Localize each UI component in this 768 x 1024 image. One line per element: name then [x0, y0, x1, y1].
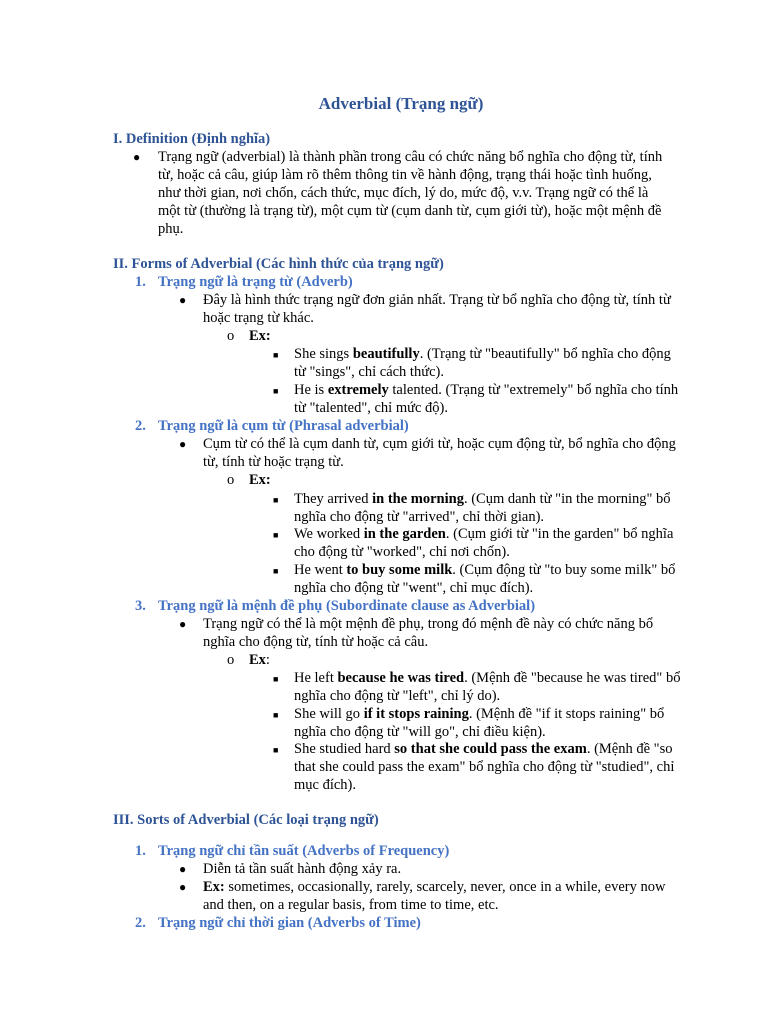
form-1-heading — [135, 273, 353, 291]
sort-1-heading — [135, 842, 449, 860]
form-3-heading — [135, 597, 535, 615]
bullet-icon: ● — [179, 293, 187, 307]
sort-1-examples — [179, 878, 678, 914]
form-2-ex-label — [227, 471, 271, 489]
bullet-icon: ● — [179, 862, 187, 876]
square-bullet-icon: ■ — [273, 745, 279, 755]
bullet-icon: ● — [179, 437, 187, 451]
circle-bullet-icon: o — [227, 472, 235, 488]
sort-2-heading — [135, 914, 421, 932]
ex-label: Ex: — [249, 472, 271, 488]
section-1-heading: I. Definition (Định nghĩa) — [113, 131, 271, 147]
square-bullet-icon: ■ — [273, 566, 279, 576]
form-2-title: Trạng ngữ là cụm từ (Phrasal adverbial) — [158, 418, 409, 434]
circle-bullet-icon: o — [227, 652, 235, 668]
square-bullet-icon: ■ — [273, 350, 279, 360]
ex-label: Ex — [249, 652, 266, 668]
square-bullet-icon: ■ — [273, 710, 279, 720]
definition-bullet — [133, 148, 668, 238]
form-2-desc-text: Cụm từ có thể là cụm danh từ, cụm giới từ, hoặc cụm động từ, bổ nghĩa cho động từ, tính từ hoặc trạng từ. — [203, 436, 676, 470]
form-1-desc-text: Đây là hình thức trạng ngữ đơn giản nhất. Trạng từ bổ nghĩa cho động từ, tính từ hoặc trạng từ khác. — [203, 292, 671, 326]
form-1-desc — [179, 291, 678, 327]
form-2-example-3: ■ He went to buy some milk. (Cụm động từ "to buy some milk" bổ nghĩa cho động từ "went", chỉ mục đích). — [273, 562, 676, 596]
square-bullet-icon: ■ — [273, 495, 279, 505]
definition-text: Trạng ngữ (adverbial) là thành phần trong câu có chức năng bổ nghĩa cho động từ, tính từ, hoặc cả câu, giúp làm rõ thêm thông tin về hành động, trạng thái hoặc tình huống, như thời gian, nơi chốn, cách thức, mục đích, lý do, mức độ, v.v. Trạng ngữ có thể là một từ (thường là trạng từ), một cụm từ (cụm danh từ, cụm giới từ), hoặc một mệnh đề phụ. — [158, 149, 663, 237]
sort-1-examples-text: sometimes, occasionally, rarely, scarcely, never, once in a while, every now and then, on a regular basis, from time to time, etc. — [203, 879, 666, 913]
form-3-example-1: ■ He left because he was tired. (Mệnh đề "because he was tired" bổ nghĩa cho động từ "left", chỉ lý do). — [273, 670, 681, 704]
square-bullet-icon: ■ — [273, 530, 279, 540]
bullet-icon: ● — [179, 880, 187, 894]
form-1-example-2: ■ He is extremely talented. (Trạng từ "extremely" bổ nghĩa cho tính từ "talented", chỉ mức độ). — [273, 382, 679, 416]
list-number: 2. — [135, 418, 146, 434]
form-1-ex-label — [227, 327, 271, 345]
list-number: 3. — [135, 598, 146, 614]
form-3-ex-label: o Ex: — [227, 652, 270, 668]
sort-2-title: Trạng ngữ chỉ thời gian (Adverbs of Time) — [158, 915, 421, 931]
sort-1-desc-text: Diễn tả tần suất hành động xảy ra. — [203, 861, 402, 877]
list-number: 1. — [135, 843, 146, 859]
form-2-heading — [135, 417, 409, 435]
form-3-example-3: ■ She studied hard so that she could pass the exam. (Mệnh đề "so that she could pass the exam" bổ nghĩa cho động từ "studied", chỉ mục đích). — [273, 741, 675, 793]
ex-label: Ex: — [249, 328, 271, 344]
bullet-icon: ● — [179, 617, 187, 631]
form-2-example-2: ■ We worked in the garden. (Cụm giới từ "in the garden" bổ nghĩa cho động từ "worked", chỉ nơi chốn). — [273, 526, 674, 560]
form-2-example-1: ■ They arrived in the morning. (Cụm danh từ "in the morning" bổ nghĩa cho động từ "arrived", chỉ thời gian). — [273, 491, 671, 525]
form-3-title: Trạng ngữ là mệnh đề phụ (Subordinate clause as Adverbial) — [158, 598, 536, 614]
form-1-example-1: ■ She sings beautifully. (Trạng từ "beautifully" bổ nghĩa cho động từ "sings", chỉ cách thức). — [273, 346, 671, 380]
form-2-desc — [179, 435, 678, 471]
square-bullet-icon: ■ — [273, 674, 279, 684]
section-3-heading: III. Sorts of Adverbial (Các loại trạng ngữ) — [113, 812, 379, 828]
ex-label: Ex: — [203, 879, 225, 895]
bullet-icon: ● — [133, 150, 141, 164]
form-1-title: Trạng ngữ là trạng từ (Adverb) — [158, 274, 353, 290]
list-number: 1. — [135, 274, 146, 290]
document-title: Adverbial (Trạng ngữ) — [318, 94, 484, 113]
list-number: 2. — [135, 915, 146, 931]
form-3-desc — [179, 615, 678, 651]
section-2-heading: II. Forms of Adverbial (Các hình thức của trạng ngữ) — [113, 256, 444, 272]
form-3-desc-text: Trạng ngữ có thể là một mệnh đề phụ, trong đó mệnh đề này có chức năng bổ nghĩa cho động từ, tính từ hoặc cả câu. — [203, 616, 654, 650]
sort-1-desc — [179, 860, 678, 878]
circle-bullet-icon: o — [227, 328, 235, 344]
form-3-example-2: ■ She will go if it stops raining. (Mệnh đề "if it stops raining" bổ nghĩa cho động từ "will go", chỉ điều kiện). — [273, 706, 665, 740]
square-bullet-icon: ■ — [273, 386, 279, 396]
sort-1-title: Trạng ngữ chỉ tần suất (Adverbs of Frequency) — [158, 843, 450, 859]
